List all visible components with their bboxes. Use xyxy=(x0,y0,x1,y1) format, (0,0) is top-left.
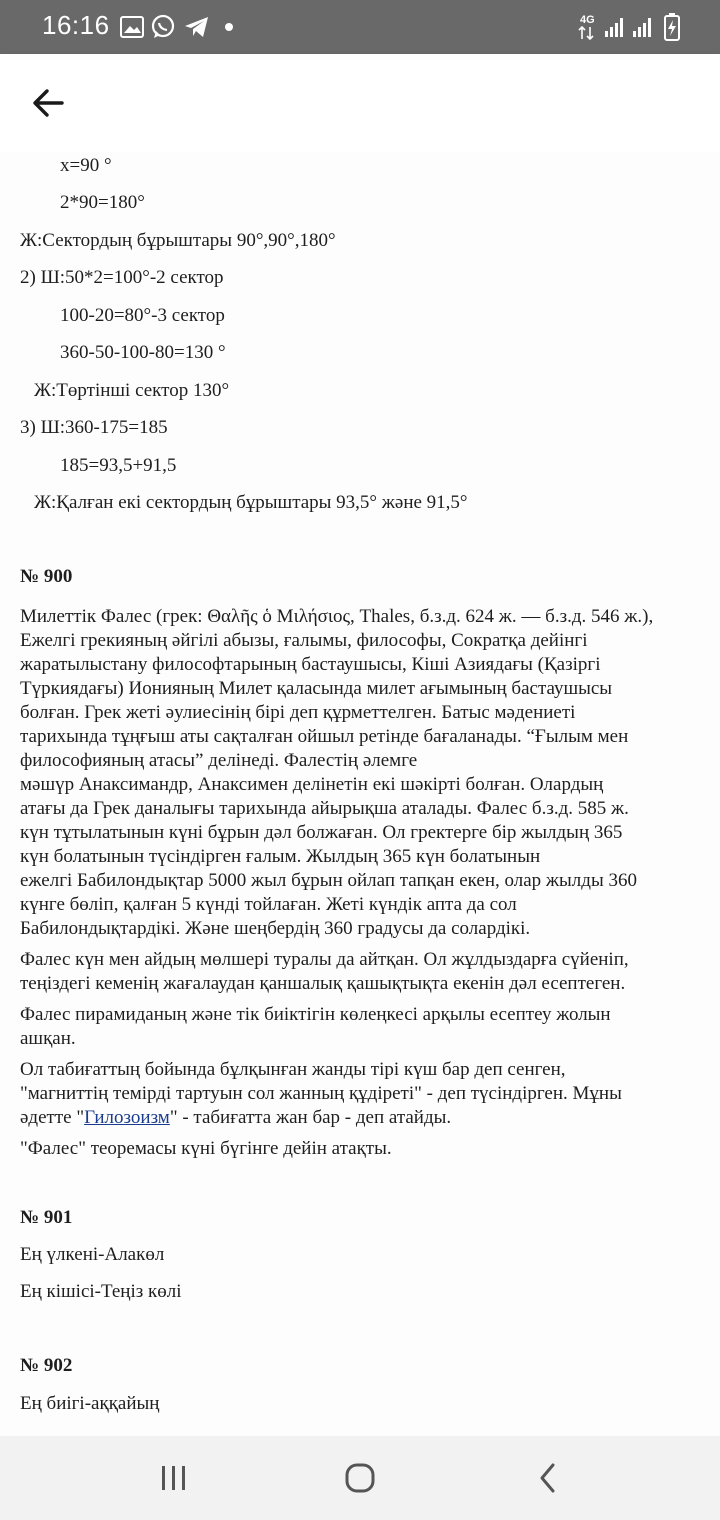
battery-charging-icon xyxy=(664,13,680,41)
doc-line: Ж:Сектордың бұрыштары 90°,90°,180° xyxy=(20,230,336,251)
doc-line: x=90 ° xyxy=(60,155,112,176)
doc-line: Ең үлкені-Алакөл xyxy=(20,1244,165,1265)
doc-line: Ежелгі грекияның әйгілі абызы, ғалымы, философы, Сократқа дейінгі xyxy=(20,630,588,651)
app-bar xyxy=(0,54,720,152)
doc-line: Ж:Қалған екі сектордың бұрыштары 93,5° және 91,5° xyxy=(34,492,468,513)
doc-line: жаратылыстану философтарының бастаушысы, Кіші Азиядағы (Қазіргі xyxy=(20,654,601,675)
navigation-bar xyxy=(0,1436,720,1520)
doc-line: Ең кішісі-Теңіз көлі xyxy=(20,1281,182,1302)
doc-line: 3) Ш:360-175=185 xyxy=(20,417,168,438)
doc-line: Ол табиғаттың бойында бұлқынған жанды тірі күш бар деп сенген, xyxy=(20,1059,566,1080)
signal-icon xyxy=(632,16,654,38)
gilozoizm-link[interactable]: Гилозоизм xyxy=(84,1107,170,1128)
doc-line: Фалес күн мен айдың мөлшері туралы да айтқан. Ол жұлдыздарға сүйеніп, xyxy=(20,949,629,970)
doc-line: мәшүр Анаксимандр, Анаксимен делінетін екі шәкірті болған. Олардың xyxy=(20,774,604,795)
data-arrows-icon xyxy=(578,26,596,40)
doc-line xyxy=(20,1106,451,1130)
document-image xyxy=(0,152,720,1436)
doc-line: философияның атасы” делінеді. Фалестің әлемге xyxy=(20,750,418,771)
doc-line: 185=93,5+91,5 xyxy=(60,455,177,476)
doc-line: "Фалес" теоремасы күні бүгінге дейін атақты. xyxy=(20,1138,392,1159)
doc-line: тарихында тұңғыш аты сақталған ойшыл ретінде бағаланады. “Ғылым мен xyxy=(20,726,629,747)
doc-line: күнге бөліп, қалған 5 күнді тойлаған. Жеті күндік апта да сол xyxy=(20,894,517,915)
doc-line: теңіздегі кеменің жағалаудан қаншалық қашықтықта екенін дәл есептеген. xyxy=(20,973,626,994)
doc-line: 100-20=80°-3 сектор xyxy=(60,305,225,326)
back-icon[interactable] xyxy=(528,1458,568,1498)
gallery-icon xyxy=(120,16,144,38)
doc-line: атағы да Грек даналығы тарихында айырықша аталады. Фалес б.з.д. 585 ж. xyxy=(20,798,629,819)
notification-dot-icon xyxy=(224,22,234,32)
section-heading: № 901 xyxy=(20,1207,73,1228)
telegram-icon xyxy=(184,16,210,38)
doc-line: Түркиядағы) Ионияның Милет қаласында милет ағымының бастаушысы xyxy=(20,678,613,699)
doc-line: Бабилондықтардікі. Және шеңбердің 360 градусы да солардікі. xyxy=(20,918,531,939)
doc-line: Ең биігі-аққайың xyxy=(20,1393,160,1414)
doc-line: ежелгі Бабилондықтар 5000 жыл бұрын ойлап тапқан екен, олар жылды 360 xyxy=(20,870,637,891)
doc-line: Милеттік Фалес (грек: Θαλῆς ὁ Μιλήσιος, Thales, б.з.д. 624 ж. — б.з.д. 546 ж.), xyxy=(20,606,654,627)
doc-line-after-link: " - табиғатта жан бар - деп атайды. xyxy=(169,1107,452,1128)
doc-line: Фалес пирамиданың және тік биіктігін көлеңкесі арқылы есептеу жолын xyxy=(20,1004,611,1025)
home-icon[interactable] xyxy=(340,1458,380,1498)
section-heading: № 902 xyxy=(20,1355,73,1376)
whatsapp-icon xyxy=(150,14,176,40)
doc-line-before-link: әдетте " xyxy=(20,1107,85,1128)
arrow-left-icon[interactable] xyxy=(26,80,72,126)
doc-line: 360-50-100-80=130 ° xyxy=(60,342,226,363)
doc-line: ашқан. xyxy=(20,1028,76,1049)
signal-4g-icon xyxy=(604,16,626,38)
section-heading: № 900 xyxy=(20,566,73,587)
network-type-label: 4G xyxy=(580,14,595,26)
doc-line: күн тұтылатынын күні бұрын дәл болжаған. Ол гректерге бір жылдың 365 xyxy=(20,822,623,843)
status-time: 16:16 xyxy=(42,10,110,40)
recent-apps-icon[interactable] xyxy=(154,1458,194,1498)
doc-line: 2) Ш:50*2=100°-2 сектор xyxy=(20,267,224,288)
doc-line: 2*90=180° xyxy=(60,192,145,213)
status-bar xyxy=(0,0,720,54)
doc-line: Ж:Төртінші сектор 130° xyxy=(34,380,230,401)
doc-line: күн болатынын түсіндірген ғалым. Жылдың 365 күн болатынын xyxy=(20,846,541,867)
doc-line: "магниттің темірді тартуын сол жанның құдіреті" - деп түсіндірген. Мұны xyxy=(20,1083,622,1104)
doc-line: болған. Грек жеті әулиесінің бірі деп құрметтелген. Батыс мәдениеті xyxy=(20,702,576,723)
